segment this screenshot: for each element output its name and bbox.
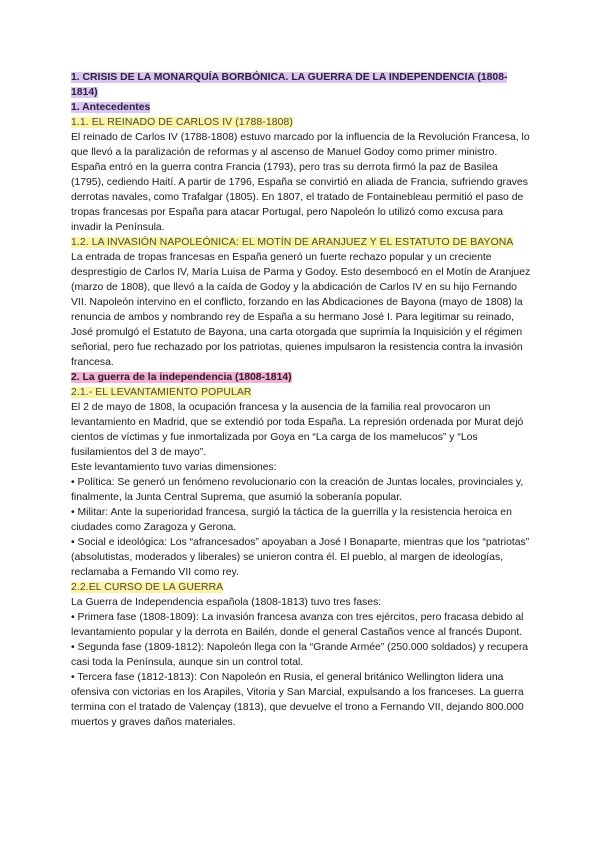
subsection-1-2-paragraph: La entrada de tropas francesas en España generó un fuerte rechazo popular y un creciente desprestigio de Carlos IV, María Luisa de Parma y Godoy. Esto desembocó en el Motín de Aranjuez (marzo de 1808), que llevó a la caída de Godoy y la abdicación de Carlos IV en su hijo Fernando VII. Napoleón intervino en el conflicto, forzando en las Abdicaciones de Bayona (mayo de 1808) la renuncia de ambos y nombrando rey de España a su hermano José I. Para legitimar su reinado, José promulgó el Estatuto de Bayona, una carta otorgada que suprimía la Inquisición y el régimen señorial, pero fue rechazado por los patriotas, quienes impulsaron la resistencia contra la invasión francesa. [71, 252, 531, 368]
phases-list [71, 610, 531, 730]
document-title [71, 70, 531, 100]
subsection-1-2-heading [71, 235, 531, 250]
subsection-2-1-heading-text: 2.1.- EL LEVANTAMIENTO POPULAR [71, 387, 252, 398]
list-item: • Tercera fase (1812-1813): Con Napoleón en Rusia, el general británico Wellington lidera una ofensiva con victorias en los Arapiles, Vitoria y San Marcial, expulsando a los franceses. La guerra termina con el tratado de Valençay (1813), que devuelve el trono a Fernando VII, dejando 800.000 muertos y graves daños materiales. [71, 670, 531, 730]
subsection-2-1-paragraph: El 2 de mayo de 1808, la ocupación francesa y la ausencia de la familia real provocaron un levantamiento en Madrid, que se extendió por toda España. La represión ordenada por Murat dejó cientos de víctimas y fue inmortalizada por Goya en “La carga de los mamelucos” y “Los fusilamientos del 3 de mayo”. [71, 402, 524, 458]
list-item: • Primera fase (1808-1809): La invasión francesa avanza con tres ejércitos, pero fracasa debido al levantamiento popular y la derrota en Bailén, donde el general Castaños vence al francés Dupont. [71, 610, 531, 640]
document-page [71, 70, 531, 730]
subsection-2-1-heading [71, 385, 531, 400]
list-item: • Militar: Ante la superioridad francesa, surgió la táctica de la guerrilla y la resistencia heroica en ciudades como Zaragoza y Gerona. [71, 505, 531, 535]
list-item: • Segunda fase (1809-1812): Napoleón llega con la “Grande Armée” (250.000 soldados) y recupera casi toda la Península, aunque sin un control total. [71, 640, 531, 670]
dimensions-list [71, 475, 531, 580]
subsection-1-1-heading-text: 1.1. EL REINADO DE CARLOS IV (1788-1808) [71, 117, 293, 128]
subsection-1-2-heading-text: 1.2. LA INVASIÓN NAPOLEÓNICA: EL MOTÍN DE ARANJUEZ Y EL ESTATUTO DE BAYONA [71, 237, 514, 248]
section-1-heading-text: 1. Antecedentes [71, 102, 151, 113]
subsection-2-2-intro: La Guerra de Independencia española (1808-1813) tuvo tres fases: [71, 597, 382, 608]
subsection-1-1-paragraph: El reinado de Carlos IV (1788-1808) estuvo marcado por la influencia de la Revolución Francesa, lo que llevó a la paralización de reformas y al ascenso de Manuel Godoy como primer ministro. España entró en la guerra contra Francia (1793), pero tras su derrota firmó la paz de Basilea (1795), cediendo Haití. A partir de 1796, España se convirtió en aliada de Francia, sufriendo graves derrotas navales, como Trafalgar (1805). En 1807, el tratado de Fontainebleau permitió el paso de tropas francesas por España para atacar Portugal, pero Napoleón lo utilizó como excusa para invadir la Península. [71, 132, 530, 233]
title-highlight: 1. CRISIS DE LA MONARQUÍA BORBÓNICA. LA GUERRA DE LA INDEPENDENCIA (1808-1814) [71, 72, 508, 98]
subsection-2-2-heading-text: 2.2.EL CURSO DE LA GUERRA [71, 582, 224, 593]
list-item: • Política: Se generó un fenómeno revolucionario con la creación de Juntas locales, provinciales y, finalmente, la Junta Central Suprema, que asumió la soberanía popular. [71, 475, 531, 505]
section-1-heading [71, 100, 531, 115]
subsection-1-1-heading [71, 115, 531, 130]
subsection-2-1-intro: Este levantamiento tuvo varias dimensiones: [71, 462, 277, 473]
section-2-heading-text: 2. La guerra de la independencia (1808-1814) [71, 372, 292, 383]
section-2-heading [71, 370, 531, 385]
list-item: • Social e ideológica: Los “afrancesados” apoyaban a José I Bonaparte, mientras que los “patriotas” (absolutistas, moderados y liberales) se unieron contra él. El pueblo, al margen de ideologías, reclamaba a Fernando VII como rey. [71, 535, 531, 580]
subsection-2-2-heading [71, 580, 531, 595]
